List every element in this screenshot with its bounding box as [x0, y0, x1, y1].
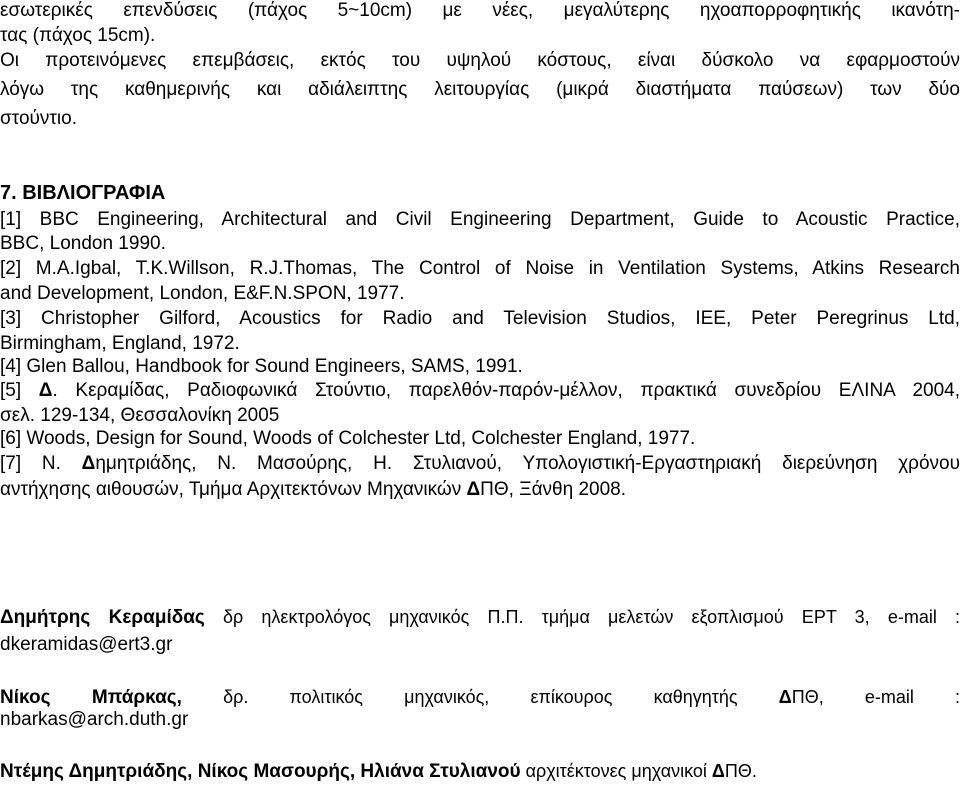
reference-5-text: . Κεραμίδας, Ραδιοφωνικά Στούντιο, παρελθόν-παρόν-μέλλον, πρακτικά συνεδρίου ΕΛΙΝΑ 2004,: [52, 380, 960, 401]
intro-line-5: στούντιο.: [0, 108, 77, 129]
intro-line-1: εσωτερικές επενδύσεις (πάχος 5~10cm) με νέες, μεγαλύτερης ηχοαπορροφητικής ικανότη-: [0, 0, 960, 21]
reference-3-line-1: [3] Christopher Gilford, Acoustics for Radio and Television Studios, IEE, Peter Peregrinus Ltd,: [0, 308, 960, 329]
reference-7-text: ημητριάδης, Ν. Μασούρης, Η. Στυλιανού, Υπολογιστική-Εργαστηριακή διερεύνηση χρόνου: [95, 453, 960, 474]
author-3-line: [0, 760, 960, 783]
reference-5-line-1: [0, 380, 960, 402]
reference-2-line-2: and Development, London, E&F.N.SPON, 1977.: [0, 283, 405, 304]
reference-5-prefix: [5]: [0, 380, 39, 401]
section-heading: 7. ΒΙΒΛΙΟΓΡΑΦΙΑ: [0, 182, 166, 204]
reference-7-initial-2: Δ: [466, 479, 481, 500]
reference-7-prefix: [7] Ν.: [0, 453, 82, 474]
reference-7-text-3: ΠΘ, Ξάνθη 2008.: [480, 479, 627, 500]
author-3-description-initial: Δ: [711, 761, 725, 781]
reference-7-text-2: αντήχησης αιθουσών, Τμήμα Αρχιτεκτόνων Μηχανικών: [0, 479, 467, 500]
reference-5-initial: Δ: [38, 380, 53, 401]
reference-6: [6] Woods, Design for Sound, Woods of Colchester Ltd, Colchester England, 1977.: [0, 428, 696, 449]
author-3-names: Ντέμης Δημητριάδης, Νίκος Μασουρής, Ηλιάνα Στυλιανού: [0, 761, 521, 782]
reference-7-line-1: [0, 453, 960, 475]
author-2-description-end: ΠΘ, e-mail :: [791, 687, 960, 707]
reference-4: [4] Glen Ballou, Handbook for Sound Engineers, SAMS, 1991.: [0, 356, 523, 377]
author-3-description: αρχιτέκτονες μηχανικοί: [520, 761, 712, 781]
intro-line-3: Οι προτεινόμενες επεμβάσεις, εκτός του υψηλού κόστους, είναι δύσκολο να εφαρμοστούν: [0, 50, 960, 71]
author-1-email-link[interactable]: dkeramidas@ert3.gr: [0, 634, 173, 655]
author-2-email[interactable]: [0, 709, 960, 731]
reference-1-line-1: [1] BBC Engineering, Architectural and Civil Engineering Department, Guide to Acoustic Practice,: [0, 209, 960, 230]
reference-7-initial: Δ: [81, 453, 96, 474]
author-3-description-end: ΠΘ.: [724, 761, 757, 781]
author-1-description: δρ ηλεκτρολόγος μηχανικός Π.Π. τμήμα μελετών εξοπλισμού ΕΡΤ 3, e-mail :: [204, 607, 960, 627]
intro-line-4: λόγω της καθημερινής και αδιάλειπτης λειτουργίας (μικρά διαστήματα παύσεων) των δύο: [0, 79, 960, 100]
reference-3-line-2: Birmingham, England, 1972.: [0, 333, 240, 354]
author-2-name: Νίκος Μπάρκας,: [0, 687, 182, 708]
author-1-email[interactable]: [0, 634, 960, 656]
reference-5-line-2: σελ. 129-134, Θεσσαλονίκη 2005: [0, 405, 280, 426]
author-2-email-link[interactable]: nbarkas@arch.duth.gr: [0, 709, 189, 730]
reference-1-line-2: BBC, London 1990.: [0, 233, 166, 254]
author-1-line-1: [0, 606, 960, 629]
reference-2-line-1: [2] M.A.Igbal, T.K.Willson, R.J.Thomas, The Control of Noise in Ventilation Systems, Atkins Research: [0, 258, 960, 279]
author-2-line-1: [0, 686, 960, 709]
author-2-description-initial: Δ: [778, 687, 792, 707]
reference-7-line-2: [0, 479, 960, 501]
author-2-description: δρ. πολιτικός μηχανικός, επίκουρος καθηγητής: [181, 687, 779, 707]
author-1-name: Δημήτρης Κεραμίδας: [0, 607, 205, 628]
intro-line-2: τας (πάχος 15cm).: [0, 25, 156, 46]
